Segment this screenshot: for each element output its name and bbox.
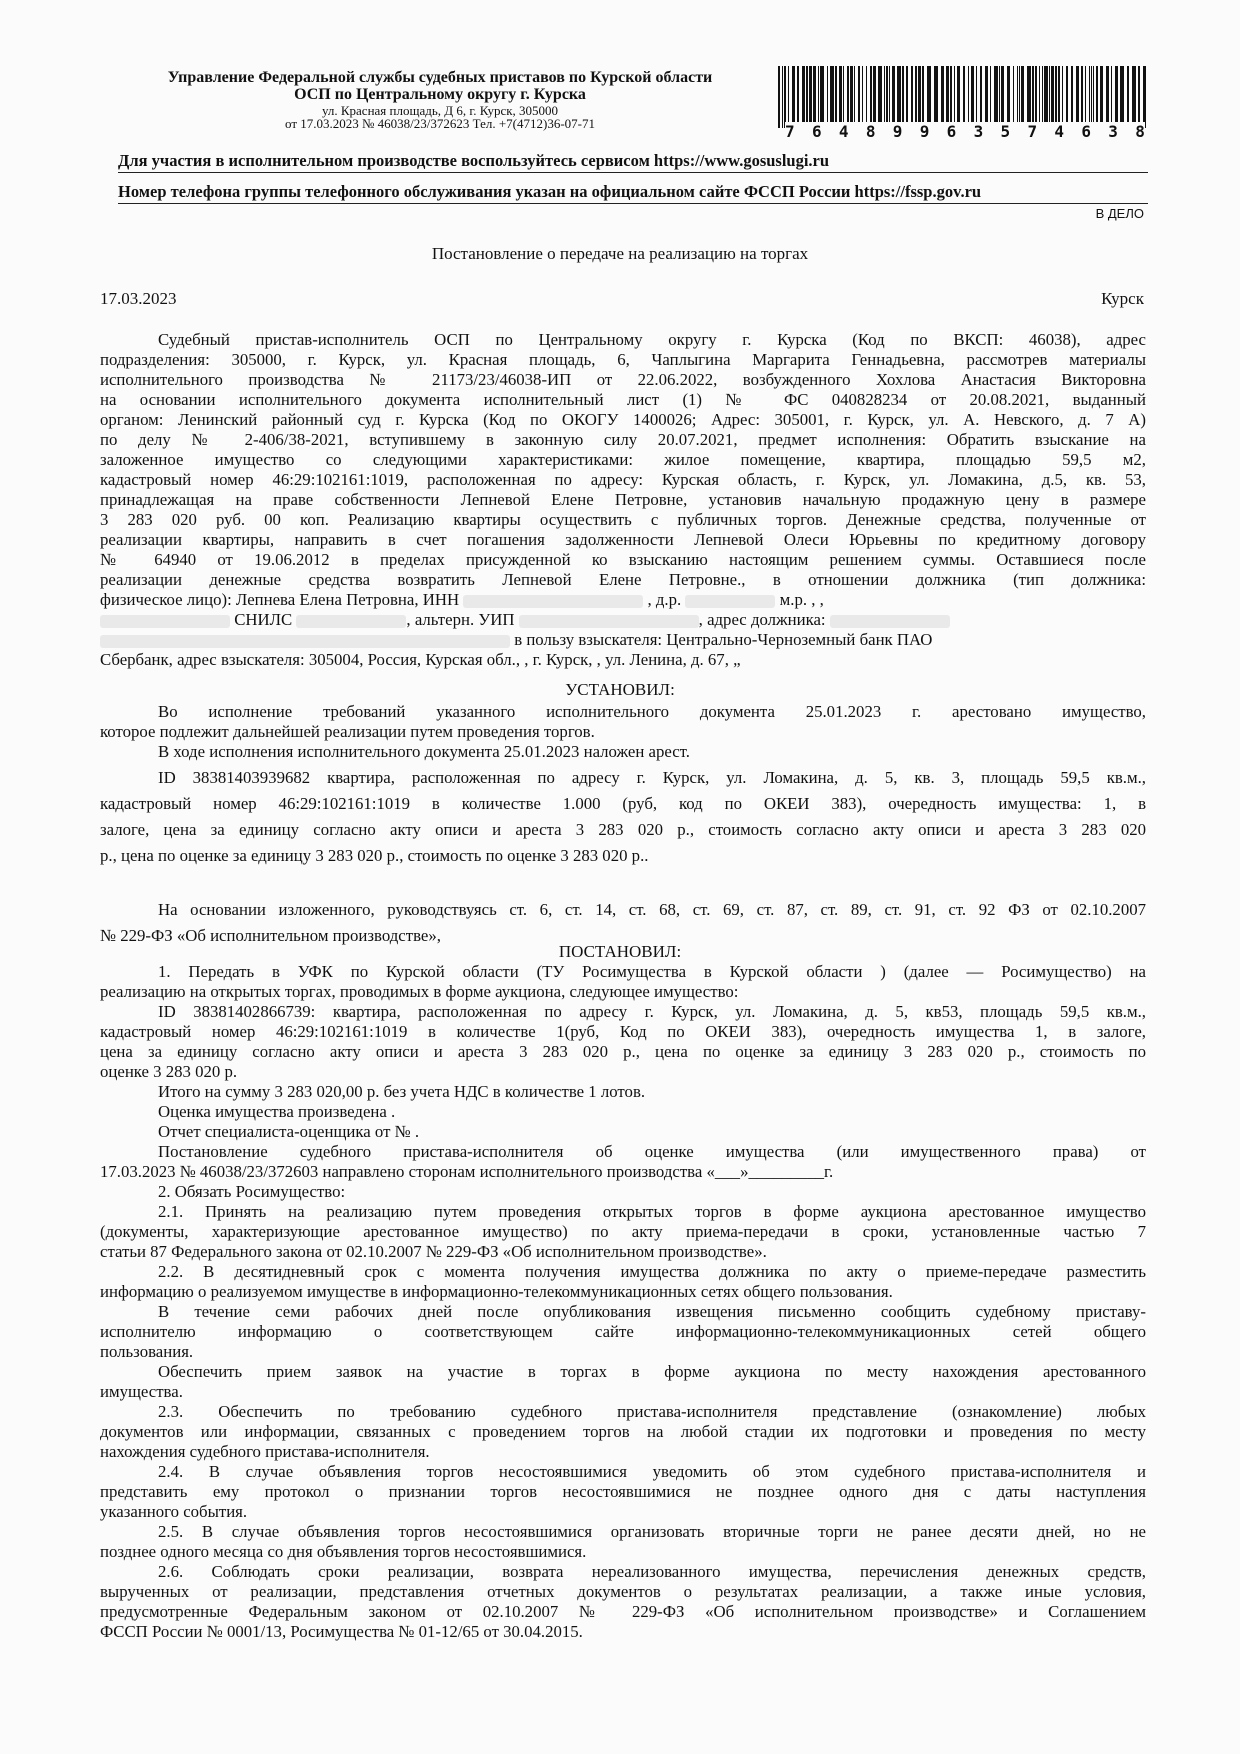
barcode-digit: 6 xyxy=(811,122,822,141)
barcode-digit: 4 xyxy=(838,122,849,141)
intro-line: подразделения: 305000, г. Курск, ул. Красная площадь, 6, Чаплыгина Маргарита Геннадьевна, рассмотрев материалы xyxy=(100,350,1146,369)
resolved-section: 1. Передать в УФК по Курской области (ТУ Росимущества в Курской области ) (далее — Росимущество) на реализацию на открытых торгах, проводимых в форме аукциона, следующее имущество: ID 38381402866739: квартира, расположенная по адресу г. Курск, ул. Ломакина, д. 5, кв53, площадь 59,5 кв.м., кадастровый номер 46:29:102161:1019 в количестве 1(руб, Код по ОКЕИ 383), очередность имущества 1, в залоге, цена за единицу согласно акту описи и ареста 3 283 020 р., цена по оценке за единицу 3 283 020 р., стоимость по оценке 3 283 020 р. Итого на сумму 3 283 020,00 р. без учета НДС в количестве 1 лотов. Оценка имущества произведена . Отчет специалиста-оценщика от № . Постановление судебного пристава-исполнителя об оценке имущества (или имущественного права) от 17.03.2023 № 46038/23/372603 направлено сторонам исполнительного производства «___»_________г. 2. Обязать Росимущество: 2.1. Принять на реализацию путем проведения открытых торгов в форме аукциона арестованное имущество (документы, характеризующие арестованное имущество) по акту приема-передачи в сроки, установленные частью 7 статьи 87 Федерального закона от 02.10.2007 № 229-ФЗ «Об исполнительном производстве». 2.2. В десятидневный срок с момента получения имущества должника по акту о приеме-передаче разместить информацию о реализуемом имуществе в информационно-телекоммуникационных сетях общего пользования. В течение семи рабочих дней после опубликования извещения письменно сообщить судебному приставу- исполнителю информацию о соответствующем сайте информационно-телекоммуникационных сетей общего пользования. Обеспечить прием заявок на участие в торгах в форме аукциона по месту нахождения арестованного имущества. 2.3. Обеспечить по требованию судебного пристава-исполнителя представление (ознакомление) любых документов или информации, связанных с проведением торгов на любой стадии их подготовки и проведения по месту нахождения судебного пристава-исполнителя. 2.4. В случае объявления торгов несостоявшимися уведомить об этом судебного пристава-исполнителя и представить ему протокол о признании торгов несостоявшимися не позднее одного дня с даты наступления указанного события. 2.5. В случае объявления торгов несостоявшимися организовать вторичные торги не ранее десяти дней, но не позднее одного месяца со дня объявления торгов несостоявшимися. 2.6. Соблюдать сроки реализации, возврата нереализованного имущества, перечисления денежных средств, вырученных от реализации, представления отчетных документов о результатах реализации, а также иные условия, предусмотренные Федеральным законом от 02.10.2007 № 229-ФЗ «Об исполнительном производстве» и Соглашением ФССП России № 0001/13, Росимущества № 01-12/65 от 30.04.2015. xyxy=(100,962,1146,1641)
barcode-digit: 5 xyxy=(1000,122,1011,141)
barcode-digit: 4 xyxy=(1054,122,1065,141)
redacted-address-cont xyxy=(100,635,510,648)
barcode-digit: 3 xyxy=(1108,122,1118,141)
intro-line: кадастровый номер 46:29:102161:1019, расположенная по адресу: Курская область, г. Курск, ул. Ломакина, д.5, кв. 53, xyxy=(100,470,1146,489)
redacted-birthdate xyxy=(685,595,775,608)
issuer-doc-ref: от 17.03.2023 № 46038/23/372623 Тел. +7(4712)36-07-71 xyxy=(285,116,595,132)
issuer-division: ОСП по Центральному округу г. Курска xyxy=(294,85,586,103)
issuer-header xyxy=(115,70,765,131)
creditor-line: в пользу взыскателя: Центрально-Черноземный банк ПАО xyxy=(100,630,1146,650)
document-title: Постановление о передаче на реализацию на торгах xyxy=(431,244,809,263)
intro-line: заложенное имущество со следующими характеристиками: жилое помещение, квартира, площадью 59,5 м2, xyxy=(100,450,1146,469)
intro-line: № 64940 от 19.06.2012 в пределах присужденной ко взысканию настоящим решением суммы. Оставшиеся после xyxy=(100,550,1146,569)
barcode-digit: 8 xyxy=(1135,122,1145,141)
redacted-inn xyxy=(463,595,643,608)
intro-line: Судебный пристав-исполнитель ОСП по Центральному округу г. Курска (Код по ВКСП: 46038), адрес xyxy=(158,330,1146,349)
intro-line: органом: Ленинский районный суд г. Курска (Код по ОКОГУ 1400026; Адрес: 305001, г. Курск, ул. А. Невского, д. 7 А) xyxy=(100,410,1146,429)
established-section: Во исполнение требований указанного исполнительного документа 25.01.2023 г. арестовано имущество, которое подлежит дальнейшей реализации путем проведения торгов. В ходе исполнения исполнительного документа 25.01.2023 наложен арест. ID 38381403939682 квартира, расположенная по адресу г. Курск, ул. Ломакина, д. 5, кв. 3, площадь 59,5 кв.м., кадастровый номер 46:29:102161:1019 в количестве 1.000 (руб, код по ОКЕИ 383), очередность имущества: 1, в залоге, цена за единицу согласно акту описи и ареста 3 283 020 р., стоимость согласно акту описи и ареста 3 283 020 р., цена по оценке за единицу 3 283 020 р., стоимость по оценке 3 283 020 р.. На основании изложенного, руководствуясь ст. 6, ст. 14, ст. 68, ст. 69, ст. 87, ст. 89, ст. 91, ст. 92 ФЗ от 02.10.2007 № 229-ФЗ «Об исполнительном производстве», xyxy=(100,702,1146,945)
established-heading: УСТАНОВИЛ: xyxy=(565,680,675,699)
barcode-digit: 9 xyxy=(892,122,903,141)
redacted-snils xyxy=(296,615,406,628)
barcode-digit: 3 xyxy=(973,122,984,141)
barcode-digit: 6 xyxy=(946,122,957,141)
barcode-number xyxy=(785,122,1145,141)
barcode-digit: 9 xyxy=(919,122,930,141)
snils-line: СНИЛС , альтерн. УИП , адрес должника: xyxy=(100,610,1146,630)
intro-line: на основании исполнительного документа исполнительный лист (1) № ФС 040828234 от 20.08.2021, выданный xyxy=(100,390,1146,409)
intro-line: по делу № 2-406/38-2021, вступившему в законную силу 20.07.2021, предмет исполнения: Обратить взыскание на xyxy=(100,430,1146,449)
phone-notice: Номер телефона группы телефонного обслуживания указан на официальном сайте ФССП России https://fssp.gov.ru xyxy=(118,182,982,201)
redacted-field xyxy=(100,615,230,628)
redacted-uip xyxy=(519,615,699,628)
intro-line: исполнительного производства № 21173/23/46038-ИП от 22.06.2022, возбужденного Хохлова Анастасия Викторовна xyxy=(100,370,1146,389)
in-file-stamp: В ДЕЛО xyxy=(1095,206,1144,221)
document-date: 17.03.2023 xyxy=(100,289,177,308)
debtor-line: физическое лицо): Лепнева Елена Петровна, ИНН , д.р. м.р. , , xyxy=(100,590,824,609)
intro-line: принадлежащая на праве собственности Лепневой Елене Петровне, установив начальную продажную цену в размере xyxy=(100,490,1146,509)
resolved-heading: ПОСТАНОВИЛ: xyxy=(558,942,682,961)
intro-line: реализации денежные средства возвратить Лепневой Елене Петровне., в отношении должника (тип должника: xyxy=(100,570,1146,589)
redacted-address xyxy=(830,615,950,628)
intro-line: Сбербанк, адрес взыскателя: 305004, Россия, Курская обл., , г. Курск, , ул. Ленина, д. 67, „ xyxy=(100,650,741,669)
issuer-address: ул. Красная площадь, Д 6, г. Курск, 305000 xyxy=(321,102,559,118)
barcode-digit: 7 xyxy=(785,122,795,141)
header-rule-2 xyxy=(118,203,1148,204)
intro-line: 3 283 020 руб. 00 коп. Реализацию квартиры осуществить с публичных торгов. Денежные средства, полученные от xyxy=(100,510,1146,529)
intro-line: реализации квартиры, направить в счет погашения задолженности Лепневой Олеси Юрьевны по кредитному договору xyxy=(100,530,1146,549)
barcode-digit: 6 xyxy=(1081,122,1091,141)
issuer-name: Управление Федеральной службы судебных приставов по Курской области xyxy=(167,69,713,86)
intro-paragraph xyxy=(100,330,1146,670)
header-rule-1 xyxy=(118,172,1148,173)
gosuslugi-notice: Для участия в исполнительном производстве воспользуйтесь сервисом https://www.gosuslugi.ru xyxy=(118,151,830,170)
document-city: Курск xyxy=(1101,289,1144,308)
barcode-digit: 8 xyxy=(865,122,876,141)
barcode-digit: 7 xyxy=(1027,122,1038,141)
